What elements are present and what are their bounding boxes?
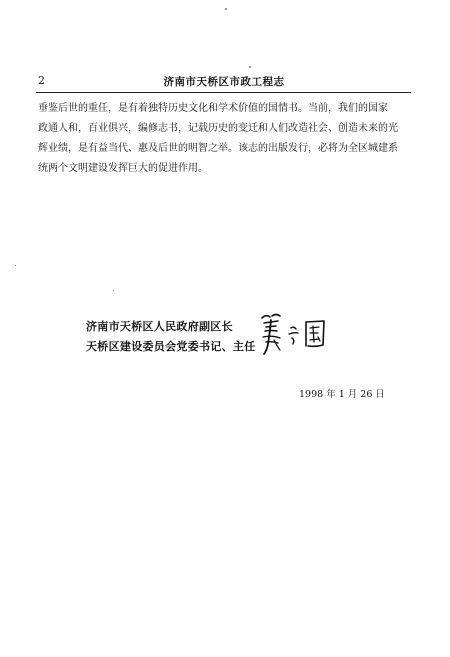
signatory-title-1: 济南市天桥区人民政府副区长 (86, 320, 233, 333)
body-line-1: 垂鉴后世的重任，是有着独特历史文化和学术价值的国情书。当前，我们的国家 (38, 103, 388, 114)
header-rule (36, 92, 411, 93)
date: 1998 年 1 月 26 日 (299, 389, 385, 400)
signatory-title-2: 天桥区建设委员会党委书记、主任 (86, 340, 256, 353)
body-line-3: 辉业绩，是有益当代、惠及后世的明智之举。该志的出版发行，必将为全区城建系 (38, 143, 398, 154)
scan-speck (249, 66, 251, 68)
body-line-4: 统两个文明建设发挥巨大的促进作用。 (38, 163, 208, 174)
body-line-2: 政通人和，百业俱兴，编修志书，记载历史的变迁和人们改造社会、创造未来的光 (38, 123, 398, 134)
scan-speck (15, 265, 16, 266)
running-title: 济南市天桥区市政工程志 (163, 76, 285, 88)
body-paragraph (38, 99, 410, 179)
scan-speck (225, 8, 227, 10)
page-number: 2 (38, 74, 45, 87)
handwritten-signature (258, 310, 330, 358)
scan-speck (113, 290, 114, 291)
page-header (38, 74, 410, 92)
signatory-title-block (86, 317, 286, 357)
